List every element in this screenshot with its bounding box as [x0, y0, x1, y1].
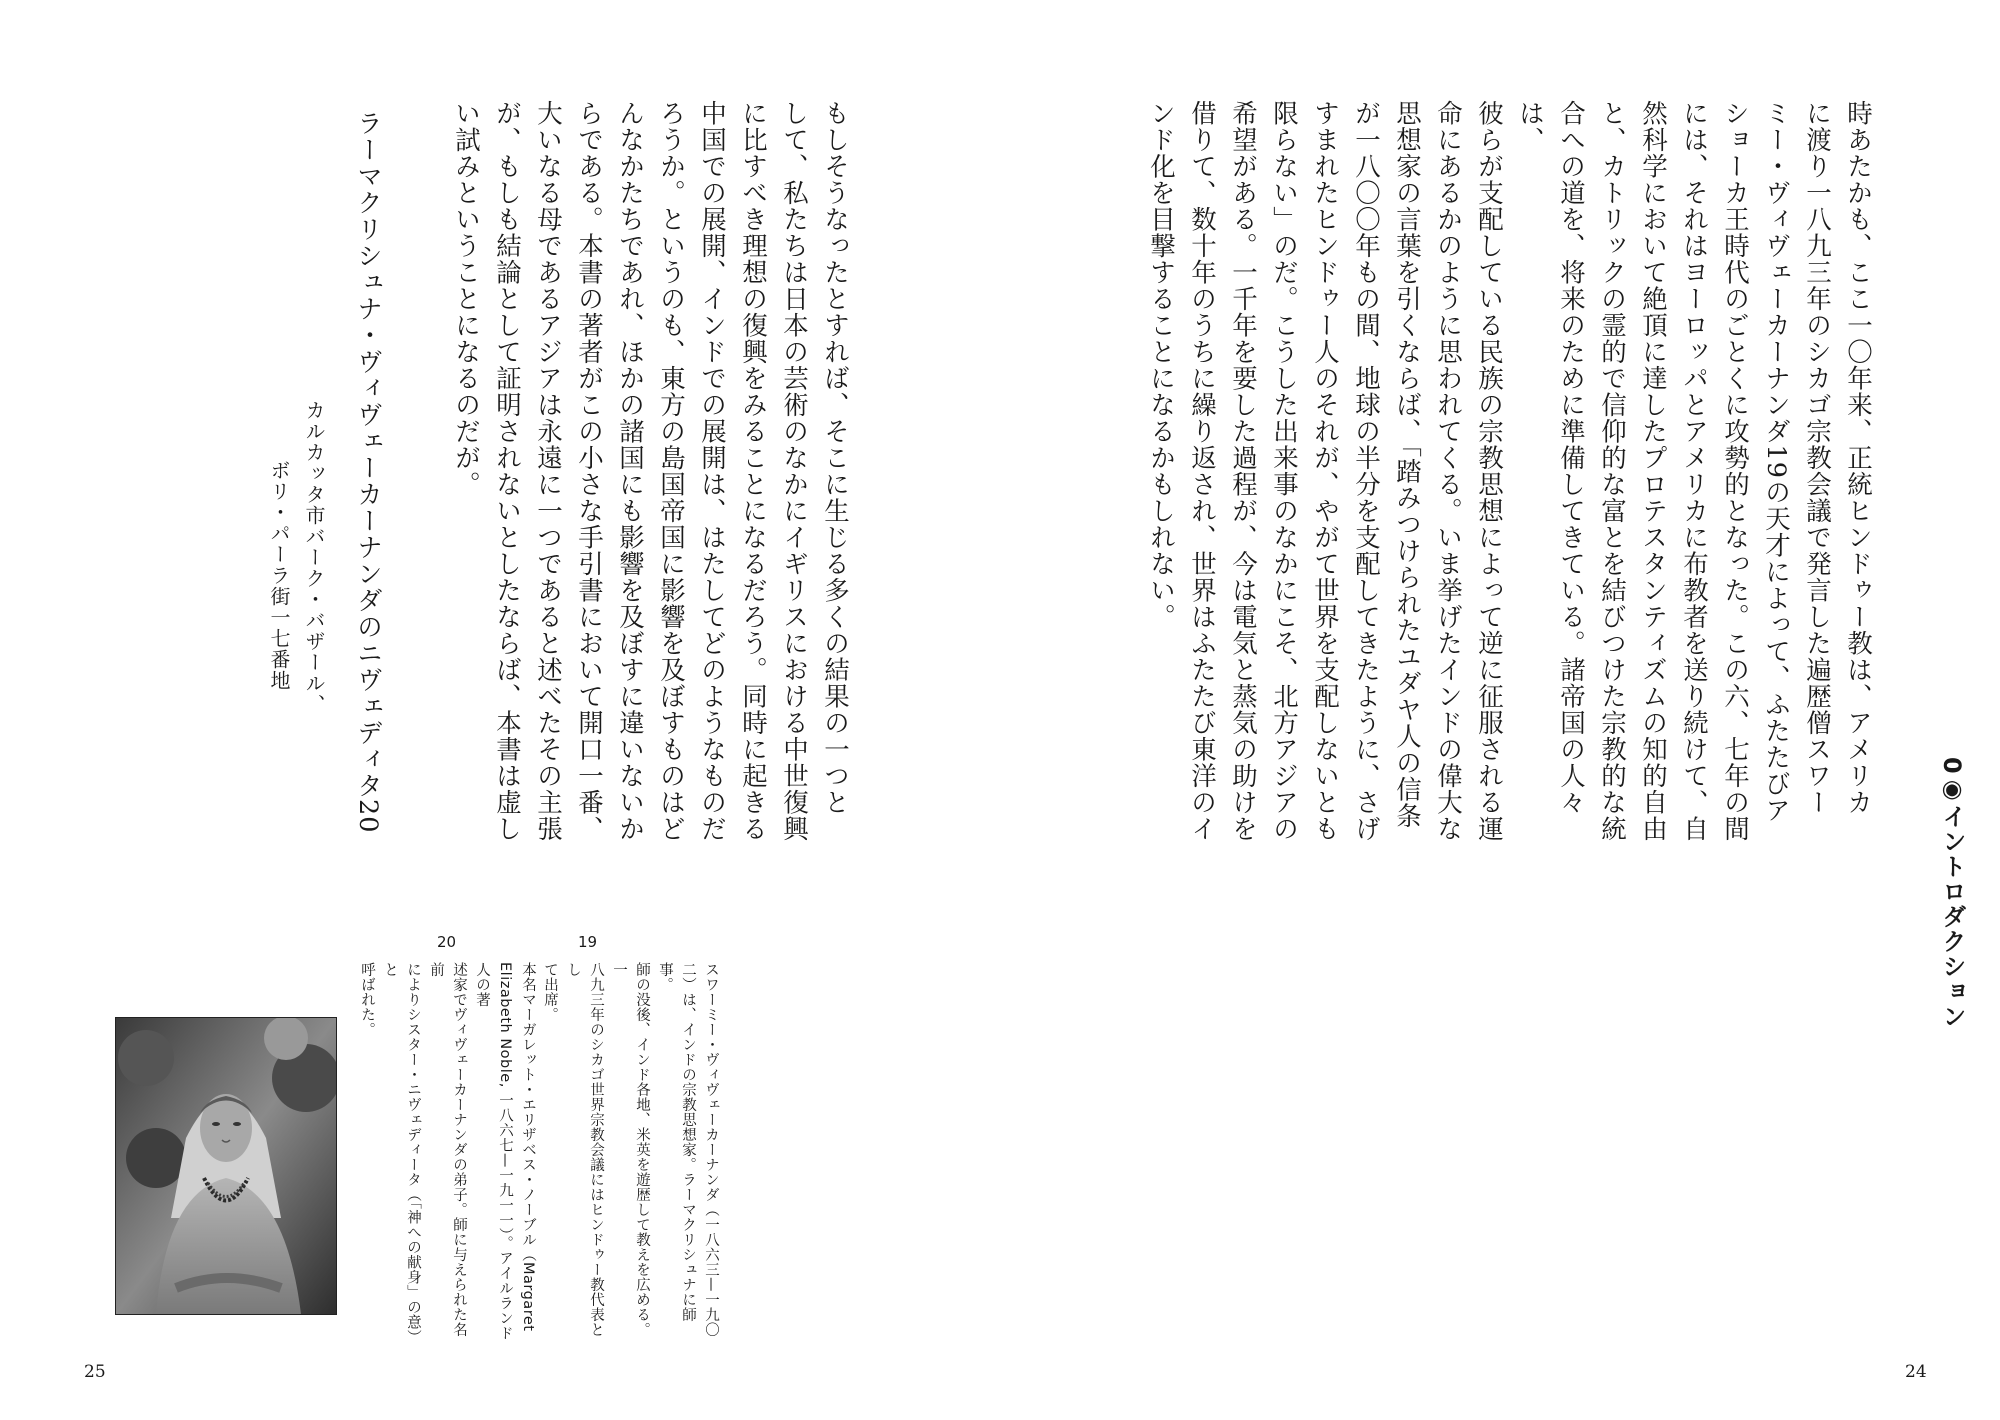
page-number-left: 25 — [84, 1362, 106, 1382]
chapter-title: 0◉イントロダクション — [1938, 757, 1966, 1029]
right-body-text: 時あたかも、ここ一〇年来、正統ヒンドゥー教は、アメリカ に渡り一八九三年のシカゴ宗教会議で発言した遍歴僧スワー ミー・ヴィヴェーカーナンダ19の天才によって、ふたたびア ショーカ王時代のごとくに攻勢的となった。この六、七年の間 には、それはヨーロッパとアメリカに布教者を送り続けて、自 然科学において絶頂に達したプロテスタンティズムの知的自由 と、カトリックの霊的で信仰的な富とを結びつけた宗教的な統 合への道を、将来のために準備してきている。諸帝国の人々は、 彼らが支配している民族の宗教思想によって逆に征服される運 命にあるかのように思われてくる。いま挙げたインドの偉大な 思想家の言葉を引くならば、「踏みつけられたユダヤ人の信条 が一八〇〇年もの間、地球の半分を支配してきたように、さげ すまれたヒンドゥー人のそれが、やがて世界を支配しないとも 限らない」のだ。こうした出来事のなかにこそ、北方アジアの 希望がある。一千年を要した過程が、今は電気と蒸気の助けを 借りて、数十年のうちに繰り返され、世界はふたたび東洋のイ ンド化を目撃することになるかもしれない。 — [1146, 100, 1873, 842]
left-body-text: もしそうなったとすれば、そこに生じる多くの結果の一つと して、私たちは日本の芸術のなかにイギリスにおける中世復興 に比すべき理想の復興をみることになるだろう。同時に起きる 中国での展開、インドでの展開は、はたしてどのようなものだ ろうか。というのも、東方の島国帝国に影響を及ぼすものはど んなかたちであれ、ほかの諸国にも影響を及ぼすに違いないか らである。本書の著者がこの小さな手引書において開口一番、 大いなる母であるアジアは永遠に一つであると述べたその主張 が、もしも結論として証明されないとしたならば、本書は虚し い試みということになるのだが。 — [451, 100, 850, 842]
portrait-photo-drawing — [116, 1018, 336, 1314]
portrait-photo — [115, 1017, 337, 1315]
footnote-19-number: 19 — [578, 933, 598, 951]
signature-address-line1: カルカッタ市バーク・バザール、 — [302, 400, 326, 715]
footnote-19-text: スワーミー・ヴィヴェーカーナンダ（一八六三—一九〇 二）は、インドの宗教思想家。ラーマクリシュナに師事。 師の没後、インド各地、米英を遊歴して教えを広める。一 八九三年のシカゴ世界宗教会議にはヒンドゥー教代表とし て出席。 — [542, 962, 719, 1337]
footnote-20-number: 20 — [437, 933, 457, 951]
signature-name: ラーマクリシュナ・ヴィヴェーカーナンダのニヴェディタ20 — [353, 110, 383, 834]
footnote-20-text: 本名マーガレット・エリザベス・ノーブル（Margaret Elizabeth Noble, 一八六七—一九一一）。アイルランド人の著 述家でヴィヴェーカーナンダの弟子。師に与えられた名前 によりシスター・ニヴェディータ（「神への献身」の意）と 呼ばれた。 — [359, 962, 536, 1341]
page-number-right: 24 — [1905, 1362, 1927, 1382]
signature-address-line2: ボリ・パーラ街一七番地 — [267, 460, 291, 691]
